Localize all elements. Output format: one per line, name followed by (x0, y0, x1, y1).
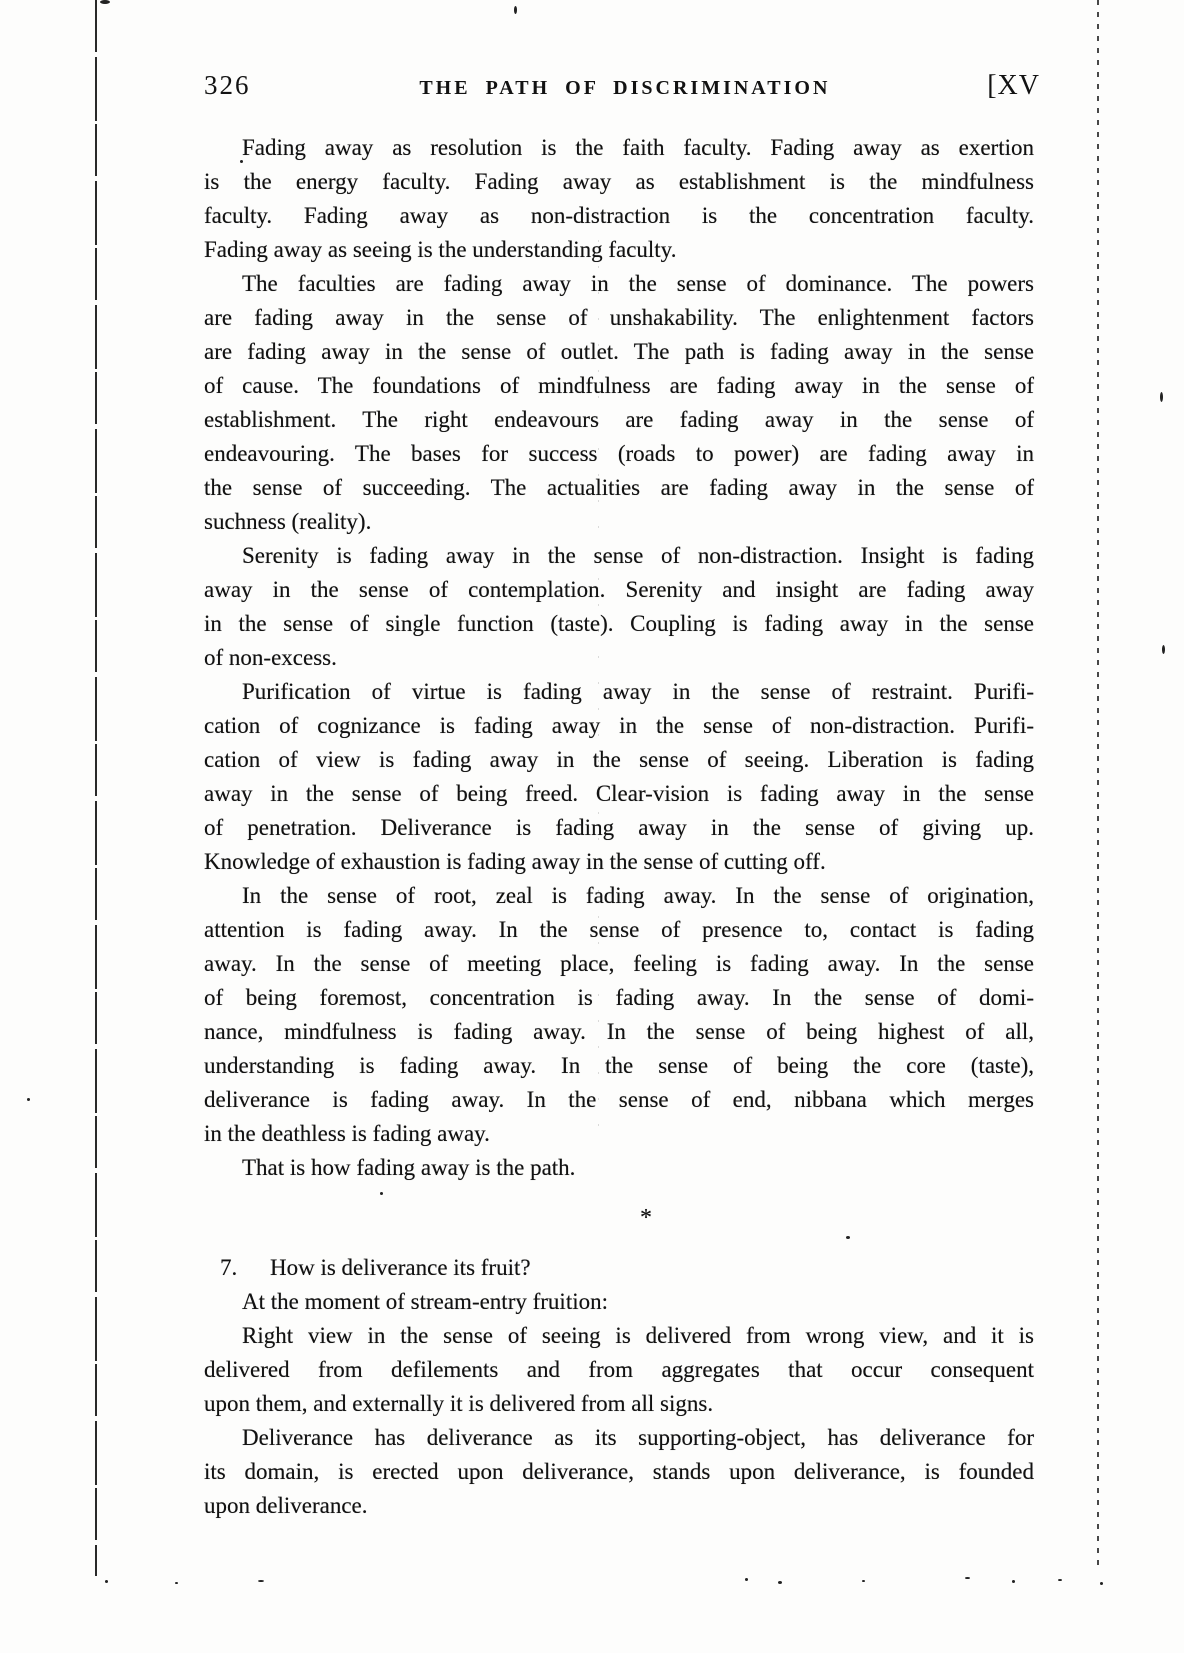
page-number: 326 (204, 70, 251, 100)
text-line: cation of cognizance is fading away in the sense of non-distraction. Purifi- (204, 713, 1034, 738)
paragraph (204, 1151, 1034, 1185)
text-line: Serenity is fading away in the sense of non-distraction. Insight is fading (242, 543, 1034, 568)
text-column (204, 131, 1034, 1523)
section-separator (204, 1185, 1034, 1251)
scan-speck (105, 1580, 108, 1583)
text-line: nance, mindfulness is fading away. In the sense of being highest of all, (204, 1019, 1034, 1044)
scan-speck (778, 1581, 782, 1584)
scan-edge-line-right (1097, 0, 1099, 1572)
text-line: suchness (reality). (204, 509, 372, 534)
scan-speck (862, 1580, 865, 1582)
scan-speck (27, 1098, 30, 1101)
paragraph (204, 879, 1034, 1151)
text-line: is the energy faculty. Fading away as establishment is the mindfulness (204, 169, 1034, 194)
scan-speck (1160, 392, 1163, 402)
question-number: 7. (220, 1255, 238, 1280)
text-line: attention is fading away. In the sense of presence to, contact is fading (204, 917, 1034, 942)
scan-speck (514, 6, 517, 14)
text-line: The faculties are fading away in the sense of dominance. The powers (242, 271, 1034, 296)
text-line: Right view in the sense of seeing is delivered from wrong view, and it is (242, 1323, 1034, 1348)
scan-speck (745, 1578, 748, 1581)
text-line: away in the sense of being freed. Clear-vision is fading away in the sense (204, 781, 1034, 806)
text-line: in the deathless is fading away. (204, 1121, 490, 1146)
question-text: How is deliverance its fruit? (270, 1255, 531, 1280)
scan-speck (1100, 1582, 1103, 1585)
text-line: the sense of succeeding. The actualities are fading away in the sense of (204, 475, 1034, 500)
text-line: of being foremost, concentration is fading away. In the sense of domi- (204, 985, 1034, 1010)
scan-speck (965, 1577, 970, 1579)
text-line: endeavouring. The bases for success (roads to power) are fading away in (204, 441, 1034, 466)
text-line: of non-excess. (204, 645, 337, 670)
text-line: are fading away in the sense of unshakability. The enlightenment factors (204, 305, 1034, 330)
separator-asterisk: * (640, 1205, 652, 1231)
scan-speck (846, 1236, 850, 1239)
chapter-marker: [XV (987, 70, 1040, 101)
text-line: Fading away as resolution is the faith faculty. Fading away as exertion (242, 135, 1034, 160)
text-line: upon deliverance. (204, 1493, 368, 1518)
scan-speck (380, 1192, 383, 1195)
scan-speck (258, 1580, 264, 1582)
page-header (204, 70, 1040, 102)
paragraph (204, 1319, 1034, 1421)
text-line: Purification of virtue is fading away in the sense of restraint. Purifi- (242, 679, 1034, 704)
paragraph (204, 539, 1034, 675)
scan-speck (175, 1582, 178, 1584)
text-line: delivered from defilements and from aggregates that occur consequent (204, 1357, 1034, 1382)
text-line: In the sense of root, zeal is fading away. In the sense of origination, (242, 883, 1034, 908)
scan-speck (1162, 645, 1165, 654)
text-line: That is how fading away is the path. (242, 1155, 576, 1180)
text-line: its domain, is erected upon deliverance, stands upon deliverance, is founded (204, 1459, 1034, 1484)
scan-speck (100, 0, 110, 4)
text-line: understanding is fading away. In the sense of being the core (taste), (204, 1053, 1034, 1078)
text-line: upon them, and externally it is delivered from all signs. (204, 1391, 714, 1416)
text-line: in the sense of single function (taste). Coupling is fading away in the sense (204, 611, 1034, 636)
text-line: of cause. The foundations of mindfulness are fading away in the sense of (204, 373, 1034, 398)
scan-speck (240, 160, 243, 163)
paragraph (204, 1285, 1034, 1319)
text-line: Knowledge of exhaustion is fading away in the sense of cutting off. (204, 849, 826, 874)
paragraph (204, 1421, 1034, 1523)
paragraph (204, 131, 1034, 267)
text-line: of penetration. Deliverance is fading away in the sense of giving up. (204, 815, 1034, 840)
text-line: deliverance is fading away. In the sense of end, nibbana which merges (204, 1087, 1034, 1112)
question-line (204, 1251, 1034, 1285)
running-title: THE PATH OF DISCRIMINATION (419, 77, 831, 99)
text-line: establishment. The right endeavours are fading away in the sense of (204, 407, 1034, 432)
text-line: away. In the sense of meeting place, feeling is fading away. In the sense (204, 951, 1034, 976)
text-line: faculty. Fading away as non-distraction is the concentration faculty. (204, 203, 1034, 228)
scan-speck (1058, 1579, 1062, 1581)
text-line: are fading away in the sense of outlet. The path is fading away in the sense (204, 339, 1034, 364)
scan-speck (1012, 1580, 1015, 1583)
text-line: At the moment of stream-entry fruition: (242, 1289, 608, 1314)
scan-edge-line-left (95, 0, 97, 1576)
text-line: Fading away as seeing is the understanding faculty. (204, 237, 677, 262)
paragraph (204, 675, 1034, 879)
text-line: Deliverance has deliverance as its supporting-object, has deliverance for (242, 1425, 1034, 1450)
text-line: cation of view is fading away in the sense of seeing. Liberation is fading (204, 747, 1034, 772)
text-line: away in the sense of contemplation. Serenity and insight are fading away (204, 577, 1034, 602)
paragraph (204, 267, 1034, 539)
